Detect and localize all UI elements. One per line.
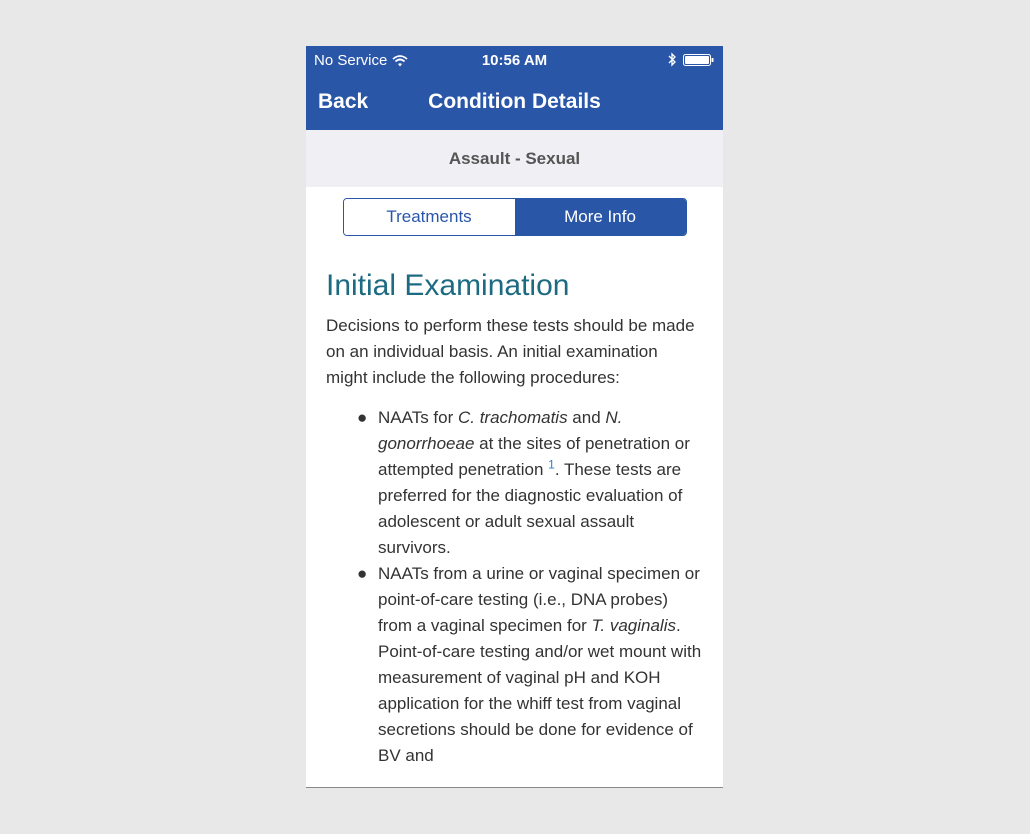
back-button[interactable]: Back bbox=[318, 90, 369, 113]
procedure-list bbox=[326, 405, 703, 769]
status-time: 10:56 AM bbox=[481, 52, 548, 69]
text-run: . These tests are preferred for the diagnostic evaluation of adolescent or adult sexual assault survivors. bbox=[378, 460, 683, 557]
list-item bbox=[357, 405, 703, 561]
tab-more-info[interactable]: More Info bbox=[515, 199, 686, 235]
status-bar bbox=[306, 46, 723, 74]
text-run: NAATs for bbox=[378, 408, 458, 427]
text-run: at the sites of penetration or attempted penetration bbox=[378, 434, 690, 479]
navigation-bar bbox=[306, 74, 723, 130]
list-item bbox=[357, 561, 703, 769]
article-content bbox=[306, 269, 723, 769]
carrier-label: No Service bbox=[314, 52, 388, 69]
condition-title: Assault - Sexual bbox=[306, 130, 723, 187]
page-title: Condition Details bbox=[428, 90, 601, 113]
text-run: NAATs from a urine or vaginal specimen or point-of-care testing (i.e., DNA probes) from a vaginal specimen for bbox=[378, 564, 700, 635]
section-heading: Initial Examination bbox=[326, 269, 570, 302]
top-bar bbox=[306, 46, 723, 130]
tab-switcher bbox=[343, 198, 687, 236]
status-right bbox=[668, 52, 715, 67]
italic-text: T. vaginalis bbox=[591, 616, 676, 635]
bullet-icon: ● bbox=[357, 564, 368, 583]
text-run: . Point-of-care testing and/or wet mount with measurement of vaginal pH and KOH application for the whiff test from vaginal secretions should be done for evidence of BV and bbox=[378, 616, 702, 765]
text-run: and bbox=[567, 408, 606, 427]
italic-text: C. trachomatis bbox=[457, 408, 568, 427]
bullet-icon: ● bbox=[357, 408, 368, 427]
tab-treatments[interactable]: Treatments bbox=[344, 199, 515, 235]
battery-icon bbox=[683, 53, 715, 67]
intro-paragraph: Decisions to perform these tests should be made on an individual basis. An initial examination might include the following procedures: bbox=[326, 316, 695, 387]
reference-link[interactable]: 1 bbox=[548, 457, 555, 472]
phone-screen bbox=[306, 46, 723, 788]
italic-text: N. gonorrhoeae bbox=[378, 408, 623, 453]
bluetooth-icon bbox=[668, 52, 677, 67]
